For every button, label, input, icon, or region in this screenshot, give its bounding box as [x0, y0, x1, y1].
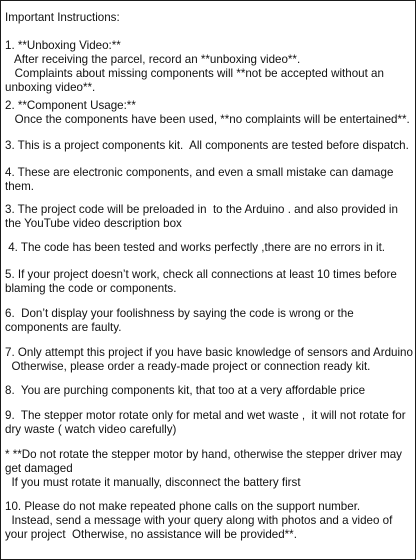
- instruction-item-basic-knowledge: [5, 346, 413, 374]
- instruction-line: components are faulty.: [5, 321, 122, 334]
- instruction-item-no-blame: [5, 307, 413, 335]
- instruction-line: 3. The project code will be preloaded in to the Arduino . and also provided in: [5, 203, 398, 216]
- instruction-line: get damaged: [5, 462, 73, 475]
- instruction-item-code-tested: [5, 241, 413, 255]
- instruction-line: unboxing video**.: [5, 81, 96, 94]
- instruction-line: them.: [5, 180, 34, 193]
- instruction-line: 3. This is a project components kit. All components are tested before dispatch.: [5, 139, 409, 152]
- instruction-item-stepper-warning: [5, 448, 413, 490]
- instruction-line: Instead, send a message with your query along with photos and a video of: [5, 514, 393, 527]
- instruction-line: After receiving the parcel, record an **unboxing video**.: [5, 53, 301, 66]
- instruction-line: Complaints about missing components will **not be accepted without an: [5, 67, 384, 80]
- instruction-line: If you must rotate it manually, disconnect the battery first: [5, 476, 301, 489]
- instruction-line: 7. Only attempt this project if you have basic knowledge of sensors and Arduino: [5, 346, 413, 359]
- instruction-line: 4. These are electronic components, and even a small mistake can damage: [5, 166, 394, 179]
- instruction-item-support-contact: [5, 500, 413, 542]
- instruction-line: 10. Please do not make repeated phone calls on the support number.: [5, 500, 361, 513]
- instruction-item-affordable-kit: [5, 384, 413, 398]
- instruction-line: 4. The code has been tested and works perfectly ,there are no errors in it.: [5, 241, 386, 254]
- instruction-item-check-connections: [5, 268, 413, 296]
- instruction-line: 5. If your project doesn’t work, check all connections at least 10 times before: [5, 268, 397, 281]
- instruction-item-component-usage: [5, 99, 413, 127]
- instruction-line: 2. **Component Usage:**: [5, 99, 136, 112]
- instruction-line: * **Do not rotate the stepper motor by hand, otherwise the stepper driver may: [5, 448, 402, 461]
- instruction-item-project-code: [5, 203, 413, 231]
- instruction-line: Once the components have been used, **no complaints will be entertained**.: [5, 113, 410, 126]
- instruction-line: 6. Don’t display your foolishness by saying the code is wrong or the: [5, 307, 354, 320]
- instruction-line: blaming the code or components.: [5, 282, 177, 295]
- instruction-item-kit-tested: [5, 139, 413, 153]
- instruction-item-stepper-rotation: [5, 409, 413, 437]
- instruction-line: 1. **Unboxing Video:**: [5, 39, 121, 52]
- instruction-line: 9. The stepper motor rotate only for metal and wet waste , it will not rotate for: [5, 409, 406, 422]
- instruction-line: Otherwise, please order a ready-made project or connection ready kit.: [5, 360, 371, 373]
- instruction-line: your project Otherwise, no assistance will be provided**.: [5, 528, 297, 541]
- instruction-line: the YouTube video description box: [5, 217, 182, 230]
- instruction-item-electronic-care: [5, 166, 413, 194]
- instruction-line: dry waste ( watch video carefully): [5, 423, 177, 436]
- document-title: Important Instructions:: [5, 11, 120, 24]
- instruction-line: 8. You are purching components kit, that too at a very affordable price: [5, 384, 366, 397]
- instruction-item-unboxing: [5, 39, 413, 95]
